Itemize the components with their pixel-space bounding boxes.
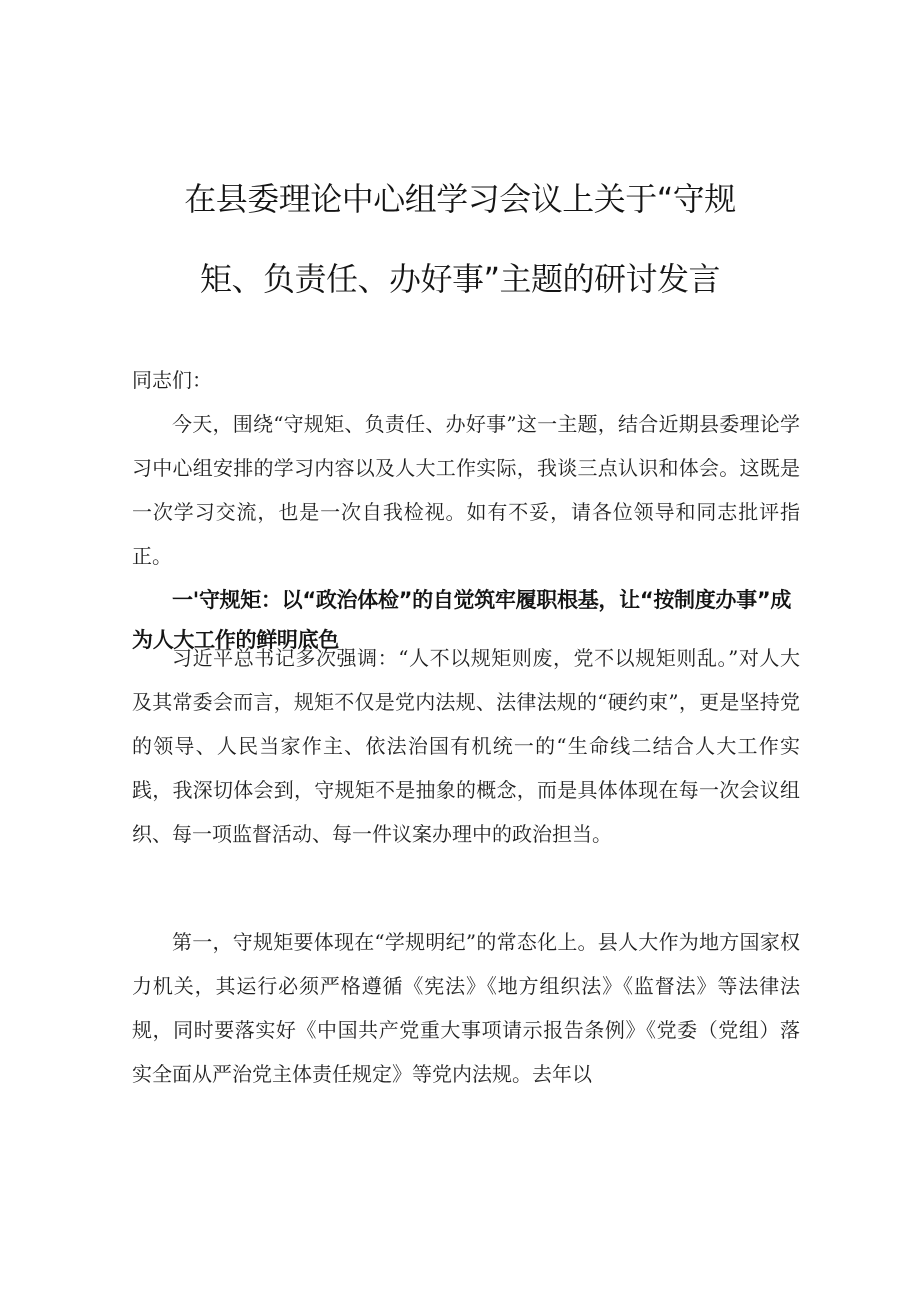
- body-paragraph-1: 习近平总书记多次强调：“人不以规矩则废，党不以规矩则乱。”对人大及其常委会而言，规矩不仅是党内法规、法律法规的“硬约束”，更是坚持党的领导、人民当家作主、依法治国有机统一的“生命线二结合人大工作实践，我深切体会到，守规矩不是抽象的概念，而是具体体现在每一次会议组织、每一项监督活动、每一件议案办理中的政治担当。: [132, 646, 800, 846]
- document-title-line-1: 在县委理论中心组学习会议上关于“守规: [184, 180, 736, 218]
- section-heading-1: 一'守规矩：以“政治体检”的自觉筑牢履职根基，让“按制度办事”成为人大工作的鲜明底色: [132, 588, 792, 652]
- document-title-line-2: 矩、负责任、办好事”主题的研讨发言: [199, 260, 721, 298]
- body-paragraph-2: 第一，守规矩要体现在“学规明纪”的常态化上。县人大作为地方国家权力机关，其运行必须严格遵循《宪法》《地方组织法》《监督法》等法律法规，同时要落实好《中国共产党重大事项请示报告条例》《党委（党组）落实全面从严治党主体责任规定》等党内法规。去年以: [132, 930, 800, 1086]
- salutation: 同志们：: [132, 368, 212, 392]
- intro-paragraph: 今天，围绕“守规矩、负责任、办好事”这一主题，结合近期县委理论学习中心组安排的学习内容以及人大工作实际，我谈三点认识和体会。这既是一次学习交流，也是一次自我检视。如有不妥，请各位领导和同志批评指正。: [132, 412, 800, 568]
